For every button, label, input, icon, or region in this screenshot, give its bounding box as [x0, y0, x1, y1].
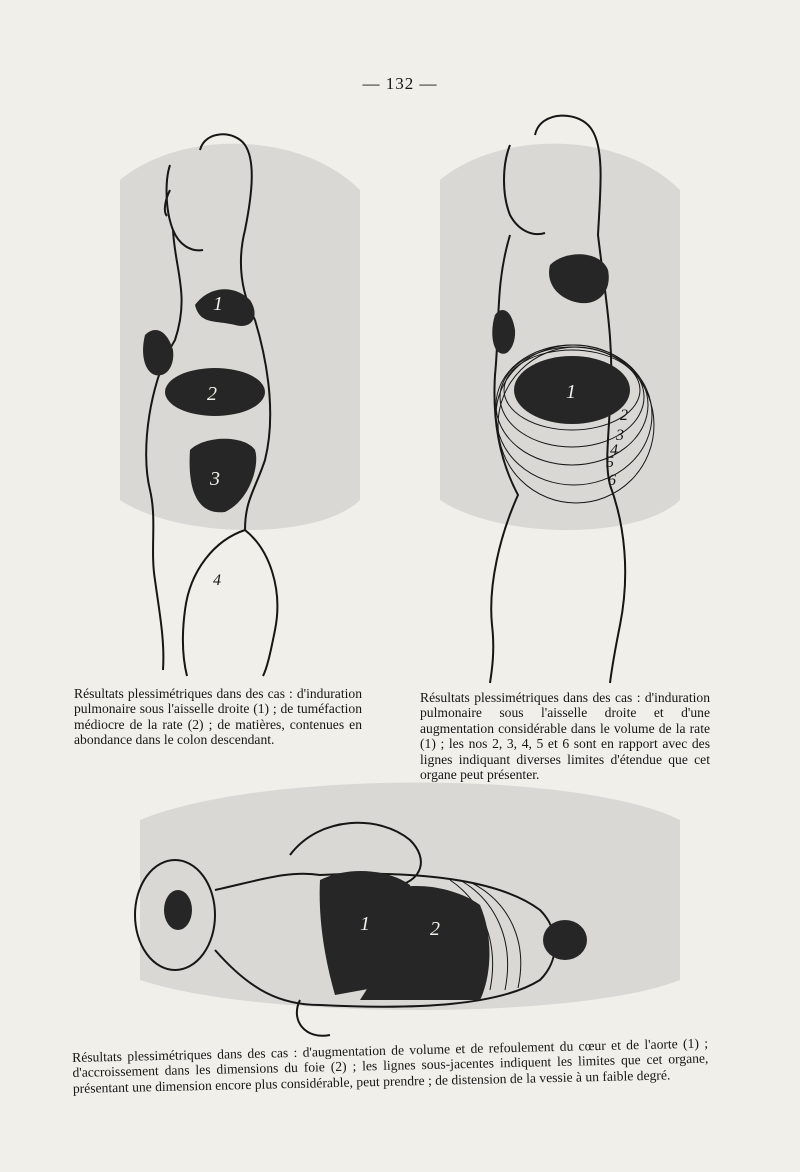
right-torso-illustration: [440, 105, 690, 685]
page-number: — 132 —: [362, 74, 438, 93]
zone-label-6: 6: [608, 472, 616, 489]
zone-label-1: 1: [213, 293, 223, 315]
zone-label-3: 3: [210, 468, 220, 490]
zone-label-2: 2: [620, 407, 628, 424]
caption-bottom: Résultats plessimétriques dans des cas : d'augmentation de volume et de refoulement du cœur et de l'aorte (1) ; d'accroissement dans les dimensions du foie (2) ; les lignes sous-jacentes indiquent les limites que cet organe, présentant une dimension encore plus considérable, peut prendre ; de distension de la vessie à un faible degré.: [72, 1035, 709, 1096]
zone-label-5: 5: [606, 454, 614, 471]
figure-bottom-supine: [120, 810, 630, 1050]
zone-label-2: 2: [207, 383, 217, 405]
caption-left: Résultats plessimétriques dans des cas : d'induration pulmonaire sous l'aisselle droite (1) ; de tuméfaction médiocre de la rate (2) ; de matières, contenues en abondance dans le colon descendant.: [74, 686, 362, 748]
left-torso-illustration: [95, 120, 355, 680]
zone-label-3: 3: [616, 427, 624, 444]
dullness-zones: [164, 871, 587, 1000]
caption-right: Résultats plessimétriques dans des cas : d'induration pulmonaire sous l'aisselle droite et d'une augmentation considérable dans le volume de la rate (1) ; les nos 2, 3, 4, 5 et 6 sont en rapport avec des lignes indiquant diverses limites d'étendue que cet organe peut présenter.: [420, 690, 710, 783]
zone-label-4: 4: [610, 442, 618, 459]
zone-label-4: 4: [213, 572, 221, 589]
zone-label-2: 2: [430, 918, 440, 940]
zone-label-1: 1: [360, 913, 370, 935]
figure-right-torso: [440, 105, 690, 685]
supine-body-illustration: [120, 810, 630, 1050]
dullness-zones: [143, 289, 265, 512]
figure-left-torso: [95, 120, 355, 680]
zone-label-1: 1: [566, 381, 576, 403]
